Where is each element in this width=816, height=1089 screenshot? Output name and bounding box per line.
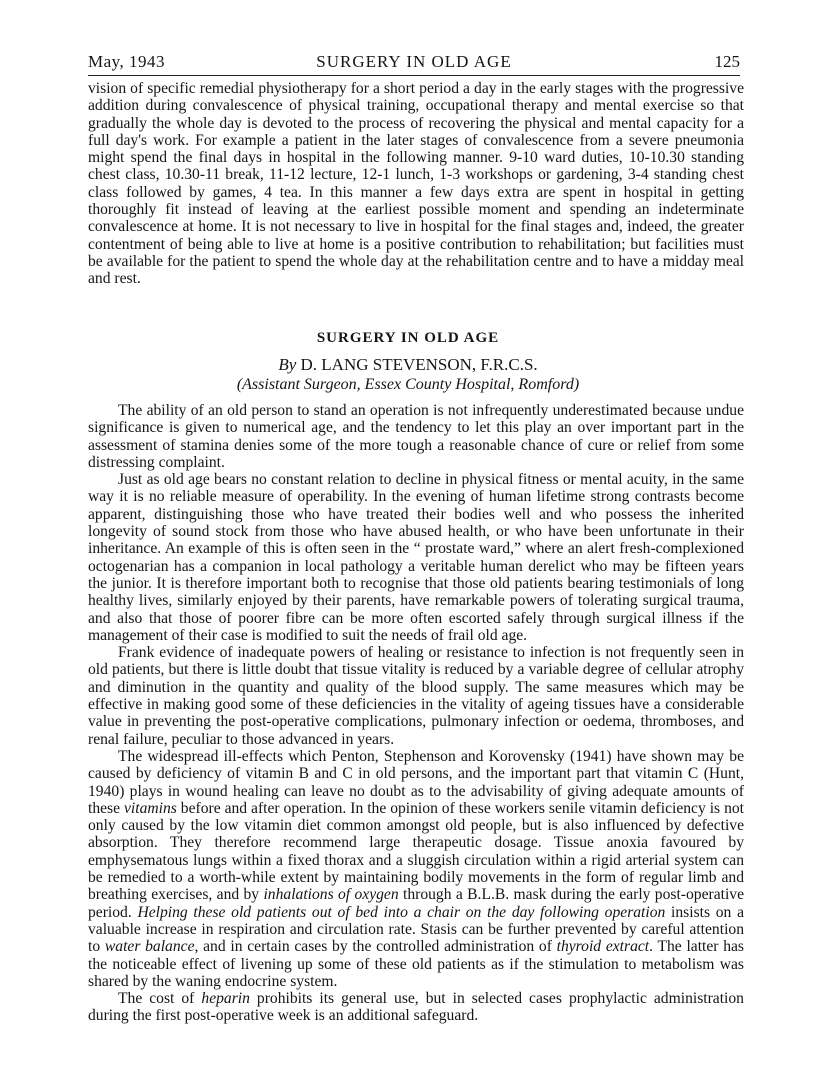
body-paragraph: The widespread ill-effects which Penton, Stephenson and Korovensky (1941) have shown may be caused by deficiency of vitamin B and C in old persons, and the important part that vitamin C (Hunt, 1940) plays in wound healing can leave no doubt as to the advisability of giving adequate amounts of these vitamins before and after operation. In the opinion of these workers senile vitamin deficiency is not only caused by the low vitamin diet common amongst old people, but is also influenced by defective absorption. They therefore recommend large therapeutic dosage. Tissue anoxia favoured by emphysematous lungs within a fixed thorax and a sluggish circulation within a rigid arterial system can be remedied to a worth-while extent by maintaining bodily movements in the form of regular limb and breathing exercises, and by inhalations of oxygen through a B.L.B. mask during the early post-operative period. Helping these old patients out of bed into a chair on the day following operation insists on a valuable increase in respiration and circulation rate. Stasis can be further prevented by careful attention to water balance, and in certain cases by the controlled administration of thyroid extract. The latter has the noticeable effect of livening up some of these old patients as if the stimulation to metabolism was shared by the waning endocrine system.	[88, 747, 745, 990]
emphasis-text: heparin	[201, 990, 250, 1008]
emphasis-text: Helping these old patients out of bed into a chair on the day following operation	[137, 903, 666, 921]
issue-date: May, 1943	[88, 52, 166, 71]
author-name: D. LANG STEVENSON, F.R.C.S.	[300, 355, 538, 374]
article-body	[88, 402, 744, 1025]
page-number: 125	[714, 52, 740, 71]
body-paragraph: Frank evidence of inadequate powers of healing or resistance to infection is not frequently seen in old patients, but there is little doubt that tissue vitality is reduced by a variable degree of cellular atrophy and diminution in the quantity and quality of the blood supply. The same measures which may be effective in making good some of these deficiencies in the vitality of ageing tissues have a considerable value in preventing the post-operative complications, pulmonary infection or oedema, thromboses, and renal failure, peculiar to those advanced in years.	[88, 644, 744, 748]
emphasis-text: vitamins	[124, 799, 177, 817]
body-paragraph: Just as old age bears no constant relation to decline in physical fitness or mental acuity, in the same way it is no reliable measure of operability. In the evening of human lifetime strong contrasts become apparent, distinguishing those who have treated their bodies well and who possess the inherited longevity of sound stock from those who have abused health, or who have been unfortunate in their inheritance. An example of this is often seen in the “ prostate ward,” where an alert fresh-complexioned octogenarian has a companion in local pathology a veritable human derelict who may be fifteen years the junior. It is therefore important both to recognise that those old patients bearing testimonials of long healthy lives, similarly enjoyed by their parents, have remarkable powers of tolerating surgical trauma, and also that those of poorer fibre can be more often escorted safely through surgical illness if the management of their case is modified to suit the needs of frail old age.	[88, 471, 744, 644]
byline	[0, 355, 816, 375]
header-rule	[88, 75, 740, 76]
author-affiliation: (Assistant Surgeon, Essex County Hospital, Romford)	[236, 376, 580, 393]
byline-prefix: By	[278, 355, 297, 374]
emphasis-text: inhalations of oxygen	[263, 886, 399, 904]
body-paragraph: The ability of an old person to stand an operation is not infrequently underestimated because undue significance is given to numerical age, and the tendency to let this play an over important part in the assessment of stamina denies some of the more tough a reasonable chance of cure or relief from some distressing complaint.	[88, 402, 744, 471]
emphasis-text: thyroid extract	[556, 938, 650, 956]
continued-paragraph: vision of specific remedial physiotherapy for a short period a day in the early stages with the progressive addition during convalescence of physical training, occupational therapy and mental exercise so that gradually the whole day is devoted to the process of recovering the physical and mental capacity for a full day's work. For example a patient in the later stages of convalescence from a severe pneumonia might spend the final days in hospital in the following manner. 9-10 ward duties, 10-10.30 standing chest class, 10.30-11 break, 11-12 lecture, 12-1 lunch, 1-3 workshops or gardening, 3-4 standing chest class followed by games, 4 tea. In this manner a few days extra are spent in hospital in getting thoroughly fit instead of leaving at the earliest possible moment and spending an indeterminate convalescence at home. It is not necessary to live in hospital for the final stages and, indeed, the greater contentment of being able to live at home is a positive contribution to rehabilitation; but facilities must be available for the patient to spend the whole day at the rehabilitation centre and to have a midday meal and rest.	[88, 80, 744, 288]
body-paragraph: The cost of heparin prohibits its general use, but in selected cases prophylactic administration during the first post-operative week is an additional safeguard.	[88, 990, 744, 1025]
article-title: SURGERY IN OLD AGE	[316, 330, 500, 346]
running-title: SURGERY IN OLD AGE	[316, 52, 512, 71]
emphasis-text: water balance	[104, 938, 195, 956]
running-header	[88, 52, 740, 74]
